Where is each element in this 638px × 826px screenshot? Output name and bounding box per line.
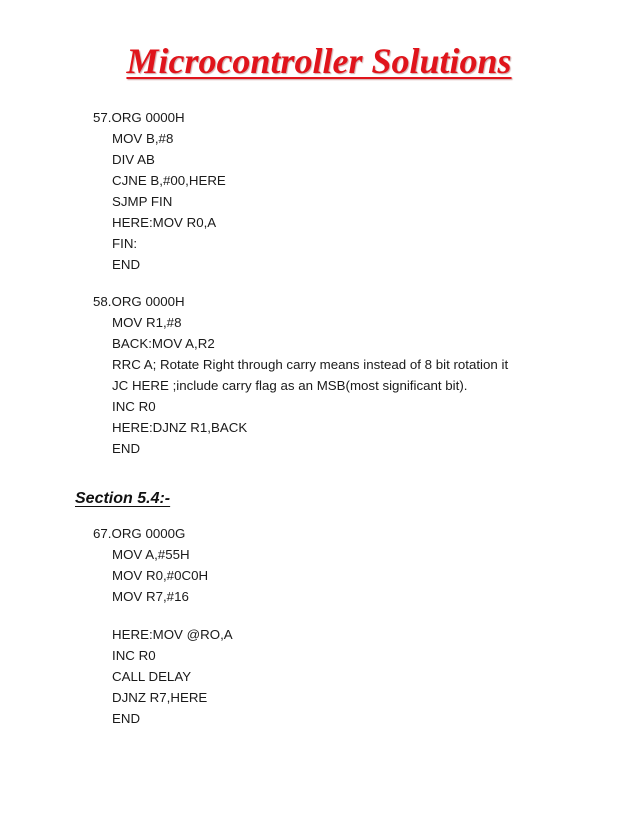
code-line: MOV B,#8 [112, 131, 174, 146]
section-heading: Section 5.4:- [75, 490, 171, 507]
code-line: INC R0 [112, 399, 156, 414]
q67-header: 67.ORG 0000G [93, 526, 186, 541]
code-line: INC R0 [112, 648, 156, 663]
code-line: CALL DELAY [112, 669, 192, 684]
code-line: DJNZ R7,HERE [112, 690, 208, 705]
code-line: BACK:MOV A,R2 [112, 336, 215, 351]
code-line: RRC A; Rotate Right through carry means instead of 8 bit rotation it [112, 357, 509, 372]
q58-header: 58.ORG 0000H [93, 294, 185, 309]
code-line: CJNE B,#00,HERE [112, 173, 226, 188]
code-line: SJMP FIN [112, 194, 173, 209]
code-line: FIN: [112, 236, 138, 251]
page-title: Microcontroller Solutions [126, 41, 512, 81]
code-line: MOV A,#55H [112, 547, 190, 562]
code-line: DIV AB [112, 152, 155, 167]
code-line: END [112, 441, 141, 456]
code-line: MOV R0,#0C0H [112, 568, 209, 583]
code-line: HERE:MOV @RO,A [112, 627, 233, 642]
code-line: MOV R7,#16 [112, 589, 189, 604]
code-line: END [112, 711, 141, 726]
code-line: HERE:DJNZ R1,BACK [112, 420, 248, 435]
code-line: MOV R1,#8 [112, 315, 182, 330]
code-line: HERE:MOV R0,A [112, 215, 217, 230]
code-line: END [112, 257, 141, 272]
q57-header: 57.ORG 0000H [93, 110, 185, 125]
code-line: JC HERE ;include carry flag as an MSB(most significant bit). [112, 378, 468, 393]
